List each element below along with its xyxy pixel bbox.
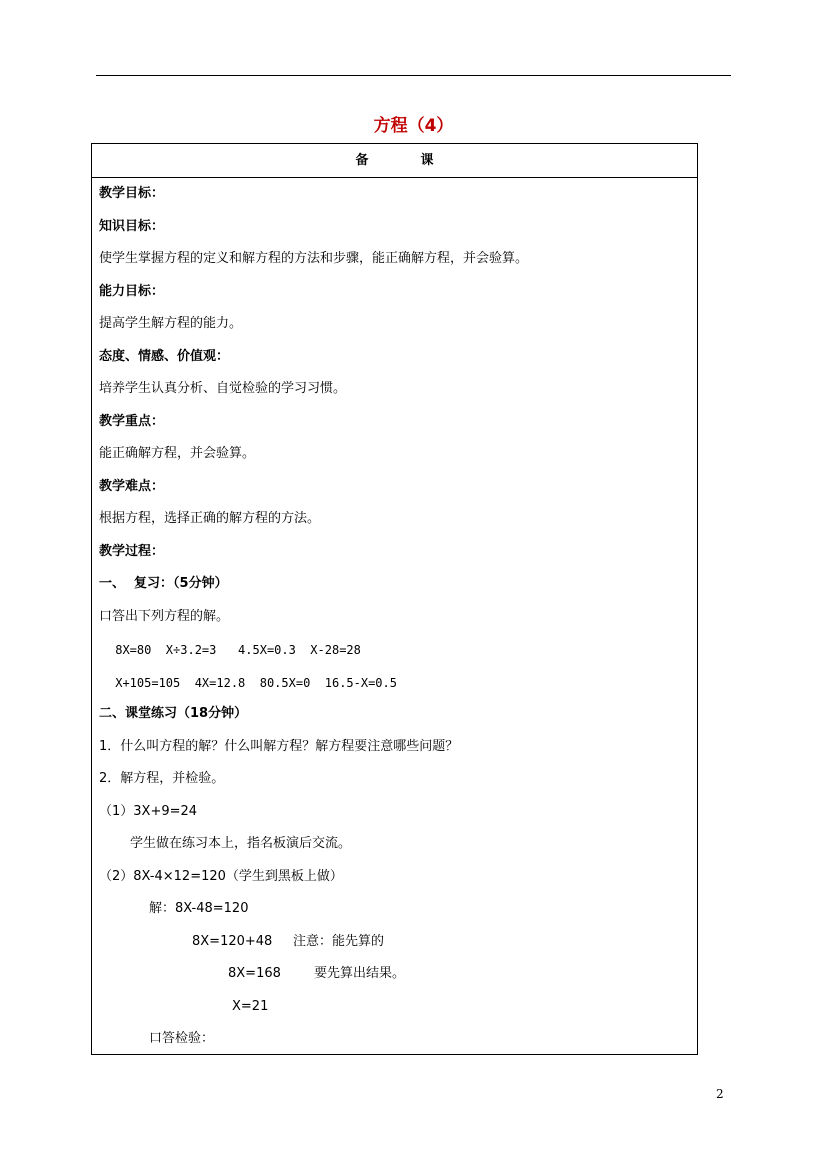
line-10: 根据方程，选择正确的解方程的方法。 [99, 511, 321, 526]
line-5: 态度、情感、价值观： [99, 349, 230, 364]
line-3: 能力目标： [99, 284, 165, 299]
line-21: （2）8X-4×12=120（学生到黑板上做） [99, 869, 343, 884]
line-14: 8X=80 X÷3.2=3 4.5X=0.3 X-28=28 [108, 643, 361, 657]
line-23: 8X=120+48 注意：能先算的 [192, 934, 384, 949]
lesson-table [91, 143, 698, 1055]
line-8: 能正确解方程，并会验算。 [99, 446, 256, 461]
page-title: 方程（4） [373, 116, 454, 136]
header-rule [96, 75, 731, 76]
line-1: 知识目标： [99, 219, 165, 234]
line-26: 口答检验： [149, 1031, 215, 1046]
line-18: 2．解方程，并检验。 [99, 771, 225, 786]
table-header-left: 备 [355, 153, 369, 168]
line-13: 口答出下列方程的解。 [99, 609, 230, 624]
line-25: X=21 [232, 999, 269, 1014]
line-16: 二、课堂练习（18分钟） [99, 706, 248, 721]
line-12: 一、 复习：（5分钟） [99, 576, 228, 591]
line-6: 培养学生认真分析、自觉检验的学习习惯。 [99, 381, 347, 396]
line-22: 解：8X-48=120 [149, 901, 249, 916]
table-header-right: 课 [420, 153, 434, 168]
page-number: 2 [716, 1087, 724, 1101]
line-4: 提高学生解方程的能力。 [99, 316, 243, 331]
line-9: 教学难点： [99, 479, 165, 494]
line-11: 教学过程： [99, 544, 165, 559]
line-0: 教学目标： [99, 186, 165, 201]
line-17: 1．什么叫方程的解？什么叫解方程？解方程要注意哪些问题？ [99, 739, 459, 754]
line-19: （1）3X+9=24 [99, 804, 198, 819]
line-7: 教学重点： [99, 414, 165, 429]
line-20: 学生做在练习本上，指名板演后交流。 [130, 836, 352, 851]
line-2: 使学生掌握方程的定义和解方程的方法和步骤，能正确解方程，并会验算。 [99, 251, 529, 266]
table-header [92, 144, 697, 178]
line-15: X+105=105 4X=12.8 80.5X=0 16.5-X=0.5 [108, 676, 397, 690]
line-24: 8X=168 要先算出结果。 [228, 966, 405, 981]
